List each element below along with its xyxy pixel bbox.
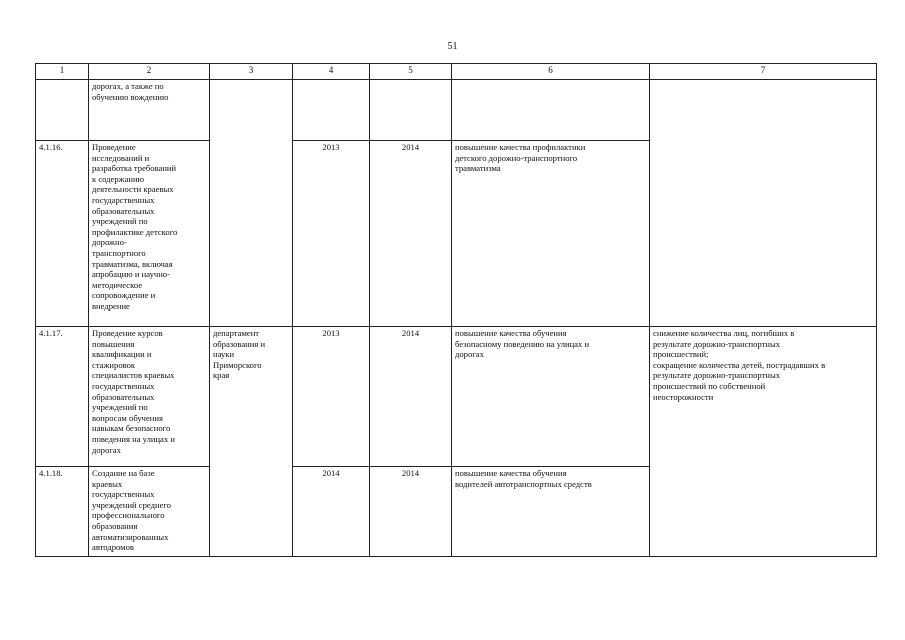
row-number: 4.1.18.	[36, 467, 89, 557]
row-number: 4.1.17.	[36, 327, 89, 467]
measures-table	[35, 63, 877, 557]
row-number	[36, 80, 89, 141]
start-year: 2014	[293, 467, 370, 557]
indicators-text: снижение количества лиц, погибших в результате дорожно-транспортных происшествий; сокращение количества детей, пострадавших в результате дорожно-транспортных происшествий по собственной неосторожности	[650, 327, 877, 557]
header-col-3: 3	[210, 64, 293, 80]
end-year: 2014	[370, 467, 452, 557]
expected-result: повышение качества обучения водителей автотранспортных средств	[452, 467, 650, 557]
header-col-1: 1	[36, 64, 89, 80]
page-number: 51	[447, 41, 458, 52]
measure-text: дорогах, а также по обучению вождению	[89, 80, 210, 141]
header-col-6: 6	[452, 64, 650, 80]
end-year: 2014	[370, 141, 452, 327]
executor-cell-empty	[210, 80, 293, 327]
header-col-4: 4	[293, 64, 370, 80]
header-col-5: 5	[370, 64, 452, 80]
executor-text: департамент образования и науки Приморского края	[210, 327, 293, 557]
header-col-7: 7	[650, 64, 877, 80]
end-year: 2014	[370, 327, 452, 467]
header-row	[36, 64, 877, 80]
table-row	[36, 327, 877, 467]
expected-result: повышение качества профилактики детского дорожно-транспортного травматизма	[452, 141, 650, 327]
indicator-cell-empty	[650, 80, 877, 327]
measure-text: Создание на базе краевых государственных учреждений среднего профессионального образования автоматизированных автодромов	[89, 467, 210, 557]
measure-text: Проведение курсов повышения квалификации и стажировок специалистов краевых государственных образовательных учреждений по вопросам обучения навыкам безопасного поведения на улицах и дорогах	[89, 327, 210, 467]
expected-result	[452, 80, 650, 141]
expected-result: повышение качества обучения безопасному поведению на улицах и дорогах	[452, 327, 650, 467]
row-number: 4.1.16.	[36, 141, 89, 327]
measure-text: Проведение исследований и разработка требований к содержанию деятельности краевых государственных образовательных учреждений по профилактике детского дорожно- транспортного травматизма, включая апробацию и научно- методическое сопровождение и внедрение	[89, 141, 210, 327]
start-year	[293, 80, 370, 141]
end-year	[370, 80, 452, 141]
table-row	[36, 80, 877, 141]
header-col-2: 2	[89, 64, 210, 80]
start-year: 2013	[293, 141, 370, 327]
start-year: 2013	[293, 327, 370, 467]
